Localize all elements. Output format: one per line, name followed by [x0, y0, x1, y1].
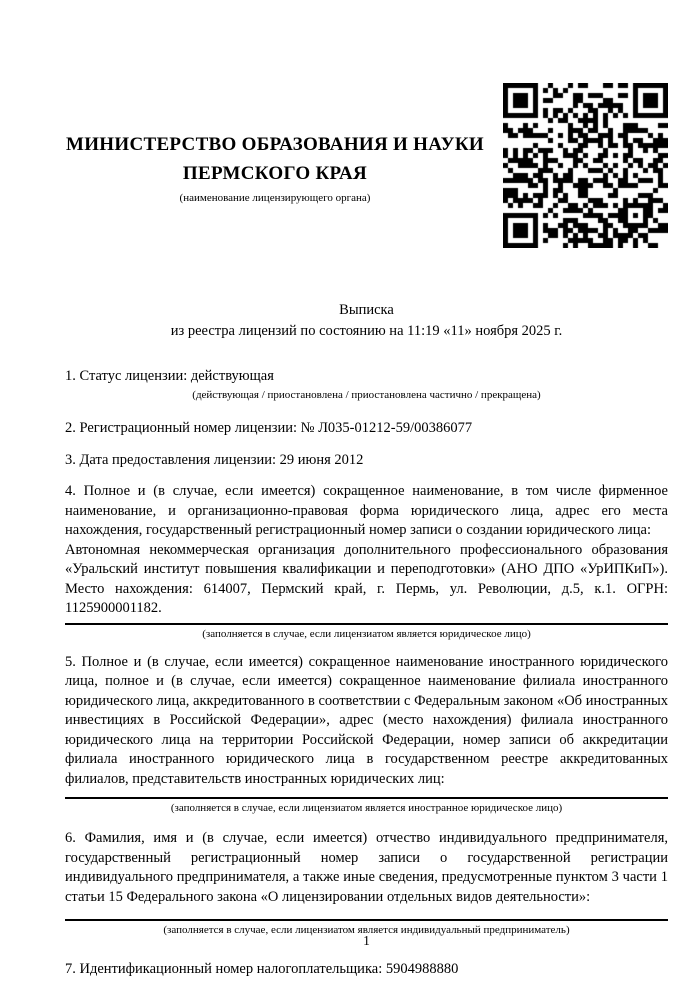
page-number: 1	[363, 933, 370, 948]
authority-name-line1: МИНИСТЕРСТВО ОБРАЗОВАНИЯ И НАУКИ	[65, 134, 485, 155]
item-4-value: Автономная некоммерческая организация дополнительного профессионального образования «Уральский институт повышения квалификации и переподготовки» (АНО ДПО «УрИПКиП»). Место нахождения: 614007, Пермский край, г. Пермь, ул. Революции, д.5, к.1. ОГРН: 1125900001182.	[65, 541, 668, 616]
item-4-label: 4. Полное и (в случае, если имеется) сокращенное наименование, в том числе фирменное наименование, и организационно-правовая форма юридического лица, адрес его места нахождения, государственный регистрационный номер записи о создании юридического лица:	[65, 483, 668, 538]
item-1-text: 1. Статус лицензии: действующая	[65, 368, 274, 384]
item-1-license-status	[65, 366, 668, 402]
authority-name-line2: ПЕРМСКОГО КРАЯ	[182, 163, 368, 184]
licensing-authority-block	[62, 130, 488, 205]
item-5-foreign-entity	[65, 653, 668, 816]
title-line1: Выписка	[339, 302, 394, 318]
item-6-individual-entrepreneur	[65, 829, 668, 937]
item-6-label: 6. Фамилия, имя и (в случае, если имеется) отчество индивидуального предпринимателя, государственный регистрационный номер записи о государственной регистрации индивидуального предпринимателя, а также иные сведения, предусмотренные пунктом 3 части 1 статьи 15 Федерального закона «О лицензировании отдельных видов деятельности»:	[65, 830, 668, 905]
title-line2: из реестра лицензий по состоянию на 11:19 «11» ноября 2025 г.	[170, 323, 563, 339]
fill-line	[65, 797, 668, 799]
authority-caption: (наименование лицензирующего органа)	[179, 192, 371, 204]
document-title	[65, 300, 668, 342]
item-4-legal-entity	[65, 482, 668, 641]
item-6-caption: (заполняется в случае, если лицензиатом является индивидуальный предприниматель)	[163, 924, 570, 936]
item-3-text: 3. Дата предоставления лицензии: 29 июня 2012	[65, 452, 364, 468]
item-4-caption: (заполняется в случае, если лицензиатом является юридическое лицо)	[202, 627, 531, 640]
qr-code-icon	[503, 83, 668, 248]
item-5-caption: (заполняется в случае, если лицензиатом является иностранное юридическое лицо)	[170, 802, 563, 814]
item-3-grant-date	[65, 450, 668, 470]
fill-line	[65, 623, 668, 625]
item-7-taxpayer-number	[65, 959, 668, 979]
item-5-label: 5. Полное и (в случае, если имеется) сокращенное наименование иностранного юридического лица, полное и (в случае, если имеется) сокращенное наименование филиала иностранного юридического лица, аккредитованного в соответствии с Федеральным законом «Об иностранных инвестициях в Российской Федерации», адрес (место нахождения) филиала иностранного юридического лица на территории Российской Федерации, номер записи об аккредитации филиала иностранного юридического лица в государственном реестре аккредитованных филиалов, представительств иностранных юридических лиц:	[65, 653, 668, 787]
document-body	[65, 300, 668, 979]
fill-line	[65, 919, 668, 921]
item-2-registration-number	[65, 418, 668, 438]
item-7-text: 7. Идентификационный номер налогоплательщика: 5904988880	[65, 961, 459, 977]
item-1-caption: (действующая / приостановлена / приостановлена частично / прекращена)	[192, 389, 541, 401]
item-2-text: 2. Регистрационный номер лицензии: № Л035-01212-59/00386077	[65, 420, 473, 436]
